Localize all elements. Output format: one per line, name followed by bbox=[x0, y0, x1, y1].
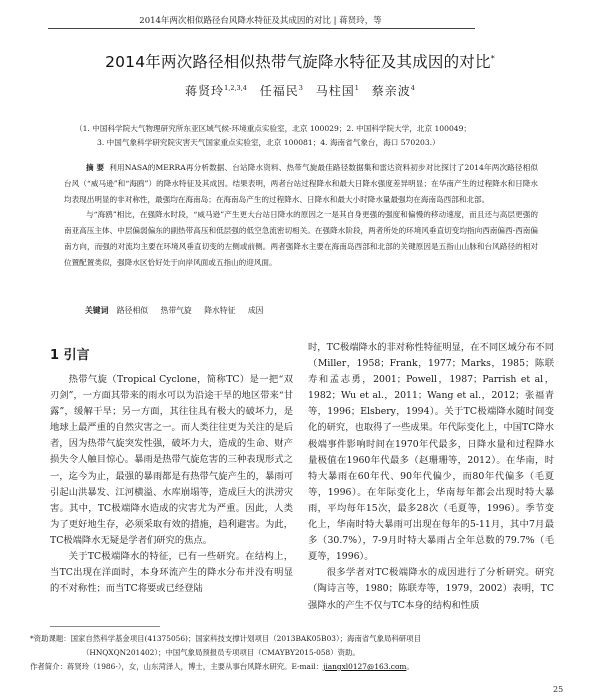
author-name: 任福民 bbox=[259, 84, 299, 98]
author-bio-text: 作者简介：蒋贤玲（1986-），女，山东菏泽人，博士，主要从事台风降水研究。E-mail： bbox=[30, 662, 324, 671]
author-name: 马柱国 bbox=[315, 84, 355, 98]
author-affil-mark: 4 bbox=[410, 84, 415, 92]
author-name: 蒋贤玲 bbox=[185, 84, 225, 98]
funding-note-continued: （HNQXQN201402）；中国气象局预报员专项项目（CMAYBY2015-058）资助。 bbox=[82, 648, 360, 657]
title-footnote-mark: * bbox=[490, 53, 495, 63]
affiliations bbox=[75, 122, 555, 150]
abstract-paragraph bbox=[64, 160, 538, 207]
abstract-label: 摘 要 bbox=[86, 163, 105, 172]
section-heading: 1 引言 bbox=[50, 348, 90, 363]
right-column bbox=[308, 340, 554, 614]
page-number: 25 bbox=[553, 685, 564, 694]
title-text: 2014年两次路径相似热带气旋降水特征及其成因的对比 bbox=[105, 53, 491, 71]
keyword: 降水特征 bbox=[204, 306, 236, 315]
paper-title bbox=[0, 50, 600, 72]
body-paragraph: 很多学者对TC极端降水的成因进行了分析研究。研究（陶诗言等，1980；陈联寿等，1979，2002）表明，TC强降水的产生不仅与TC本身的结构和性质 bbox=[308, 567, 554, 611]
body-paragraph: 时，TC极端降水的非对称性特征明显，在不同区域分布不同（Miller，1958；Frank，1977；Marks，1985；陈联寿和孟志勇，2001；Powell，1987；Parrish et al，1982；Wu et al.，2011；Wang et al.，2012；张福青等，1996；Elsbery，1994）。关于TC极端降水随时间变化的研究，也取得了一些成果。年代际变化上，中国TC降水极端事件影响时间在1970年代最多，日降水量和过程降水量极值在1960年代最多（赵珊珊等，2012）。在华南，时特大暴雨在60年代、90年代偏少，而80年代偏多（毛夏等，1996）。在年际变化上，华南每年都会出现时特大暴雨，平均每年15次，最多28次（毛夏等，1996）。季节变化上，华南时特大暴雨可出现在每年的5-11月，其中7月最多（30.7%），7-9月时特大暴雨占全年总数的79.7%（毛夏等，1996）。 bbox=[308, 342, 554, 563]
email-link[interactable]: jiangxl0127@163.com bbox=[323, 662, 407, 671]
abstract bbox=[64, 160, 538, 271]
author bbox=[260, 84, 303, 98]
running-head: 2014年两次相似路径台风降水特征及其成因的对比 | 蒋贤玲，等 bbox=[139, 16, 382, 26]
keyword: 成因 bbox=[247, 306, 264, 315]
author bbox=[185, 84, 247, 98]
footnote-rule bbox=[50, 626, 160, 627]
author-bio-suffix: 。 bbox=[406, 662, 414, 671]
author-name: 蔡亲波 bbox=[371, 84, 411, 98]
keywords-label: 关键词 bbox=[85, 306, 109, 315]
author-bio bbox=[30, 660, 575, 674]
author-affil-mark: 3 bbox=[298, 84, 303, 92]
header-rule bbox=[48, 28, 475, 29]
body-paragraph: 关于TC极端降水的特征，已有一些研究。在结构上，当TC出现在洋面时，本身环流产生的降水分布并没有明显的不对称性；而当TC将要或已经登陆 bbox=[50, 551, 293, 595]
abstract-paragraph: 与“海鸥”相比，在强降水时段，“威马逊”产生更大台站日降水的原因之一是其自身更强的强度和偏慢的移动速度，而且还与高层更强的南亚高压主体、中层偏弱偏东的副热带高压和低层强的低空急流密切相关。在强降水阶段，两者所处的环境风垂直切变均指向西南偏西-西南偏南方向，而强的对流均主要在环境风垂直切变的左侧或前侧。两者强降水主要在海南岛西部和北部的关键原因是五指山山脉和台风路径的相对位置配置类似，强降水区恰好处于向岸风面或五指山的迎风面。 bbox=[64, 210, 538, 267]
author-affil-mark: 1,2,3,4 bbox=[224, 84, 247, 92]
affiliation-line: （1. 中国科学院大气物理研究所东亚区域气候-环境重点实验室，北京 100029；2. 中国科学院大学，北京 100049； bbox=[75, 124, 472, 133]
author-affil-mark: 1 bbox=[354, 84, 359, 92]
keyword: 路径相似 bbox=[116, 306, 149, 315]
funding-note: *资助课题：国家自然科学基金项目(41375056)；国家科技支撑计划项目（2013BAK05B03）；海南省气象局科研项目 bbox=[30, 634, 421, 643]
abstract-text: 利用NASA的MERRA再分析数据、台站降水资料、热带气旋最佳路径数据集和雷达资料初步对比探讨了2014年两次路径相似台风（“威马逊”和“海鸥”）的降水特征及其成因。结果表明，两者台站过程降水和最大日降水强度差异明显；在华南产生的过程降水和日降水均表现出明显的非对称性，最强均在海南岛；在海南岛产生的过程降水、日降水和最大小时降水量最强均在海南岛西部和北部。 bbox=[64, 163, 538, 204]
left-column bbox=[50, 338, 293, 597]
author-list bbox=[0, 82, 600, 99]
keywords bbox=[85, 305, 273, 316]
keyword: 热带气旋 bbox=[160, 306, 192, 315]
body-paragraph: 热带气旋（Tropical Cyclone，简称TC）是一把“双刃剑”，一方面其带来的雨水可以为沿途干旱的地区带来“甘露”，缓解干旱；另一方面，其往往具有极大的破坏力，是地球上最严重的自然灾害之一。而人类往往更为关注的是后者，因为热带气旋突发性强，破坏力大，造成的生命、财产损失令人触目惊心。暴雨是热带气旋危害的三种表现形式之一，迄今为止，最强的暴雨都是有热带气旋产生的，暴雨可引起山洪暴发、江河横溢、水库崩塌等，造成巨大的洪涝灾害。其中，TC极端降水造成的灾害尤为严重。因此，人类为了更好地生存，必须采取有效的措施，趋利避害。为此，TC极端降水无疑是学者们研究的焦点。 bbox=[50, 374, 293, 546]
author bbox=[372, 84, 415, 98]
affiliation-line: 3. 中国气象科学研究院灾害天气国家重点实验室，北京 100081；4. 海南省气象台，海口 570203.） bbox=[97, 138, 440, 147]
author bbox=[316, 84, 359, 98]
footnotes bbox=[30, 632, 575, 674]
